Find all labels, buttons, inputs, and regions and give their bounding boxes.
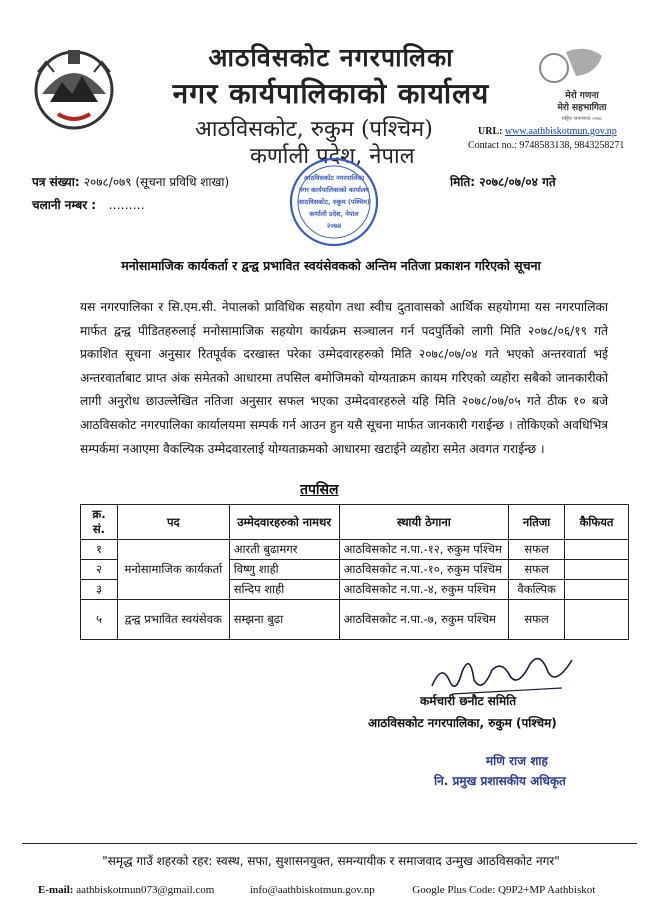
- letter-date: [450, 173, 556, 190]
- website-link[interactable]: www.aathbiskotmun.gov.np: [504, 126, 617, 137]
- office-province: कर्णाली प्रदेश, नेपाल: [250, 144, 415, 169]
- cell-address: आठविसकोट न.पा.-७, रुकुम पश्चिम: [339, 600, 509, 640]
- notice-body: यस नगरपालिका र सि.एम.सी. नेपालको प्राविधिक सहयोग तथा स्वीच दुतावासको आर्थिक सहयोगमा यस नगरपालिका मार्फत द्वन्द्व पीडितहरुलाई मनोसामाजिक सहयोग कार्यक्रम सञ्चालन गर्न पदपुर्तिको लागी मिति २०७८/०६/१९ गते प्रकाशित सूचना अनुसार रितपूर्वक दरखास्त परेका उम्मेदवारहरुको मिति २०७८/०७/०४ गते भएको अन्तरवार्ता भई अन्तरवार्ताबाट प्राप्त अंक समेतको आधारमा तपसिल बमोजिमको योग्यताक्रम कायम गरिएको व्यहोरा सबैको जानकारीको लागी अनुरोध छाउल्लेखित नतिजा अनुसार सफल भएका उम्मेदवारहरुले यहि मिति २०७८/०७/०५ गते ठीक १० बजे आठविसकोट नगरपालिका कार्यालयमा सम्पर्क गर्न आउन हुन यसै सूचना मार्फत जानकारी गराईन्छ । तोकिएको अवधिभित्र सम्पर्कमा नआएमा वैकल्पिक उम्मेदवारलाई योग्यताक्रमको आधारमा खटाईने व्यहोरा समेत अवगत गराईन्छ ।: [80, 300, 608, 456]
- census-logo-text3: राष्ट्रिय जनगणना २०७८: [561, 116, 603, 122]
- signatory-office: आठविसकोट नगरपालिका, रुकुम (पश्चिम): [368, 716, 557, 730]
- census-logo: [536, 40, 616, 122]
- cell-name: आरती बुढामगर: [229, 540, 339, 560]
- cell-address: आठविसकोट न.पा.-१२, रुकुम पश्चिम: [339, 540, 509, 560]
- stamp-text-4: कर्णाली प्रदेश, नेपाल: [309, 210, 359, 218]
- stamp-text-1: आठविसकोट नगरपालिका: [303, 174, 365, 182]
- footer-divider: [22, 843, 637, 844]
- email-secondary[interactable]: info@aathbiskotmun.gov.np: [249, 884, 375, 896]
- cell-sn: २: [81, 560, 118, 580]
- header-result: नतिजा: [509, 505, 565, 540]
- header-sn: क्र. सं.: [81, 505, 118, 540]
- table-row: [81, 600, 629, 640]
- reference-value: २०७८/०७९ (सूचना प्रविधि शाखा): [83, 175, 230, 189]
- stamp-text-5: २०७४: [326, 222, 342, 230]
- notice-subject: मनोसामाजिक कार्यकर्ता र द्वन्द्व प्रभावित स्वयंसेवकको अन्तिम नतिजा प्रकाशन गरिएको सूचना: [121, 258, 541, 273]
- footer-contact: [38, 884, 642, 896]
- officer-title: नि. प्रमुख प्रशासकीय अधिकृत: [434, 774, 566, 788]
- cell-remarks: [565, 600, 629, 640]
- header-post: पद: [117, 505, 229, 540]
- table-title: तपसिल: [300, 482, 339, 498]
- cell-post: मनोसामाजिक कार्यकर्ता: [117, 540, 229, 600]
- reference-number: [32, 173, 229, 190]
- reference-label: पत्र संख्या:: [32, 175, 80, 189]
- contact-numbers: Contact no.: 9748583138, 9843258271: [468, 140, 625, 151]
- header-address: स्थायी ठेगाना: [339, 505, 509, 540]
- date-label: मिति:: [450, 175, 476, 189]
- email-primary[interactable]: aathbiskotmun073@gmail.com: [76, 884, 215, 896]
- results-table: [80, 504, 629, 640]
- cell-remarks: [565, 540, 629, 560]
- census-logo-text2: मेरो सहभागिता: [557, 103, 607, 113]
- cell-sn: १: [81, 540, 118, 560]
- office-stamp: [288, 156, 380, 248]
- date-value: २०७८/०७/०४ गते: [479, 175, 556, 189]
- census-logo-text1: मेरो गणना: [565, 91, 599, 101]
- cell-remarks: [565, 560, 629, 580]
- table-row: [81, 540, 629, 560]
- stamp-text-2: नगर कार्यपालिकाको कार्यालय: [298, 186, 370, 194]
- plus-code: Google Plus Code: Q9P2+MP Aathbiskot: [412, 884, 596, 896]
- officer-name: मणि राज शाह: [486, 754, 548, 768]
- office-address: आठविसकोट, रुकुम (पश्चिम): [195, 117, 433, 142]
- committee-name: कर्मचारी छनौट समिति: [420, 694, 517, 708]
- dispatch-label: चलानी नम्बर :: [32, 198, 97, 212]
- table-header-row: [81, 505, 629, 540]
- dispatch-number: [32, 196, 145, 213]
- cell-sn: ५: [81, 600, 118, 640]
- cell-result: सफल: [509, 540, 565, 560]
- cell-remarks: [565, 580, 629, 600]
- officer-name-seal: [430, 748, 598, 800]
- header-remarks: कैफियत: [565, 505, 629, 540]
- email-label: E-mail:: [38, 884, 74, 896]
- cell-address: आठविसकोट न.पा.-१०, रुकुम पश्चिम: [339, 560, 509, 580]
- dispatch-value: ………: [108, 198, 145, 212]
- cell-name: सन्दिप शाही: [229, 580, 339, 600]
- municipality-name: आठविसकोट नगरपालिका: [208, 43, 454, 72]
- cell-name: विष्णु शाही: [229, 560, 339, 580]
- cell-post: द्वन्द्व प्रभावित स्वयंसेवक: [117, 600, 229, 640]
- stamp-text-3: आठविसकोट, रुकुम (पश्चिम): [298, 198, 370, 206]
- header-name: उम्मेदवारहरुको नामथर: [229, 505, 339, 540]
- office-name: नगर कार्यपालिकाको कार्यालय: [172, 77, 490, 110]
- cell-name: सम्झना बुढा: [229, 600, 339, 640]
- cell-result: सफल: [509, 600, 565, 640]
- cell-address: आठविसकोट न.पा.-४, रुकुम पश्चिम: [339, 580, 509, 600]
- website-line: [478, 126, 617, 137]
- footer-motto: "समृद्ध गाउँ शहरको रहर: स्वस्थ, सफा, सुशासनयुक्त, समन्यायीक र समाजवाद उन्मुख आठविसकोट नगर": [102, 854, 560, 868]
- cell-sn: ३: [81, 580, 118, 600]
- url-label: URL:: [478, 126, 503, 137]
- cell-result: सफल: [509, 560, 565, 580]
- cell-result: वैकल्पिक: [509, 580, 565, 600]
